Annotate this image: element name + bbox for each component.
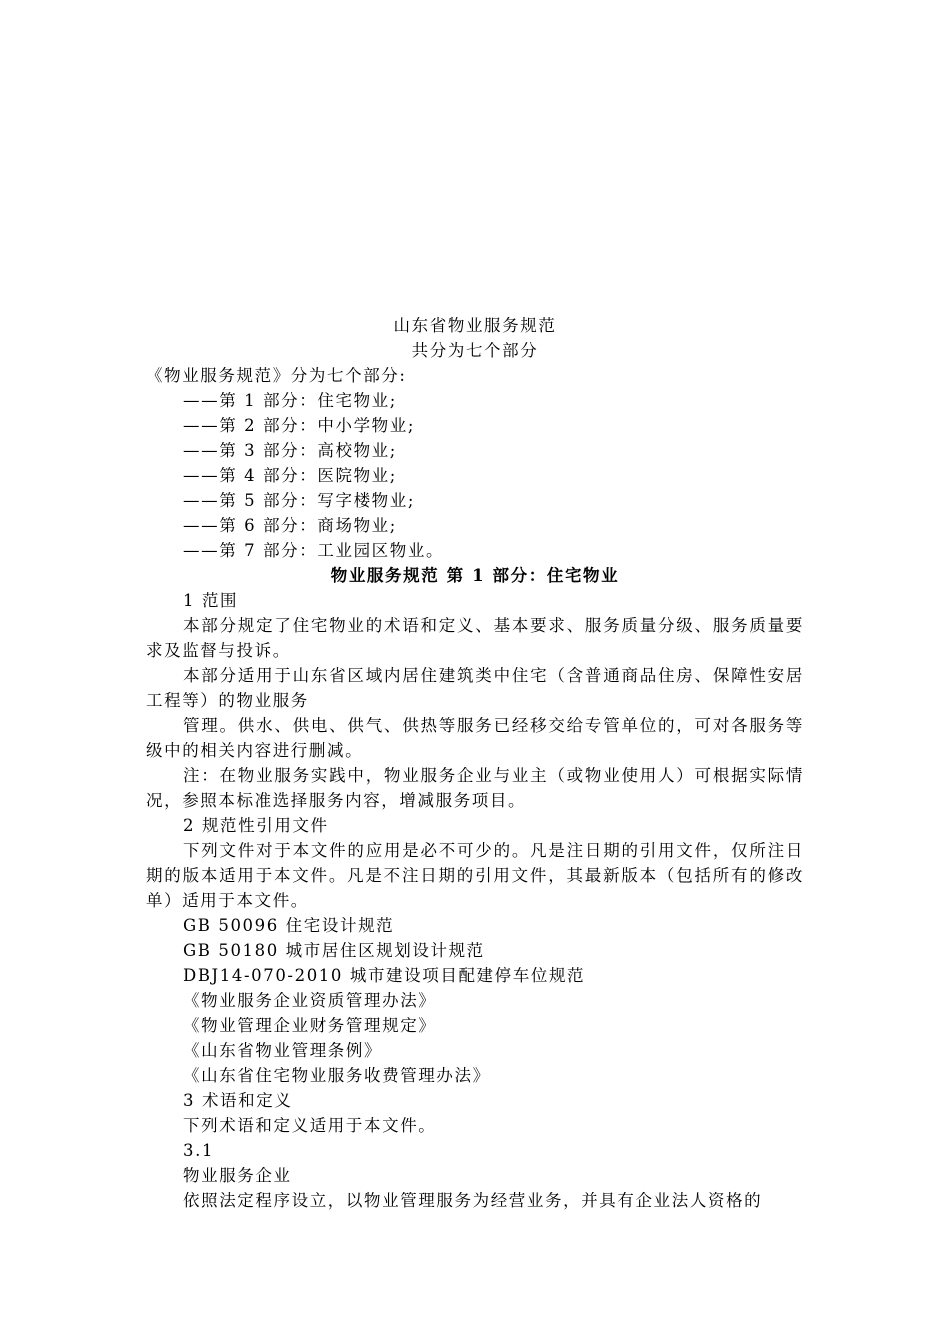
section-1-paragraph-1: 本部分规定了住宅物业的术语和定义、基本要求、服务质量分级、服务质量要求及监督与投诉。	[146, 616, 804, 660]
part-item-1: ——第 1 部分：住宅物业;	[183, 391, 397, 410]
section-3-heading: 3 术语和定义	[183, 1091, 293, 1110]
section-1-paragraph-2: 本部分适用于山东省区域内居住建筑类中住宅（含普通商品住房、保障性安居工程等）的物业服务	[146, 666, 804, 710]
reference-7: 《山东省住宅物业服务收费管理办法》	[183, 1066, 491, 1085]
part-item-2: ——第 2 部分：中小学物业;	[183, 416, 416, 435]
section-title: 物业服务规范 第 1 部分：住宅物业	[330, 566, 620, 585]
section-1-paragraph-3: 管理。供水、供电、供气、供热等服务已经移交给专管单位的，可对各服务等级中的相关内容进行删减。	[146, 716, 804, 760]
reference-2: GB 50180 城市居住区规划设计规范	[183, 941, 485, 960]
reference-6: 《山东省物业管理条例》	[183, 1041, 383, 1060]
clause-3-1-term: 物业服务企业	[183, 1166, 292, 1185]
document-subtitle: 共分为七个部分	[411, 341, 539, 360]
section-3-paragraph-1: 下列术语和定义适用于本文件。	[183, 1116, 437, 1135]
part-item-4: ——第 4 部分：医院物业;	[183, 466, 397, 485]
reference-4: 《物业服务企业资质管理办法》	[183, 991, 437, 1010]
section-1-heading: 1 范围	[183, 591, 239, 610]
clause-3-1-definition: 依照法定程序设立，以物业管理服务为经营业务，并具有企业法人资格的	[183, 1191, 763, 1210]
document-title: 山东省物业服务规范	[393, 316, 557, 335]
reference-5: 《物业管理企业财务管理规定》	[183, 1016, 437, 1035]
document-page	[146, 313, 804, 1213]
part-item-6: ——第 6 部分：商场物业;	[183, 516, 397, 535]
clause-3-1-number: 3.1	[183, 1141, 215, 1160]
part-item-3: ——第 3 部分：高校物业;	[183, 441, 397, 460]
part-item-5: ——第 5 部分：写字楼物业;	[183, 491, 416, 510]
section-2-paragraph-1: 下列文件对于本文件的应用是必不可少的。凡是注日期的引用文件，仅所注日期的版本适用于本文件。凡是不注日期的引用文件，其最新版本（包括所有的修改单）适用于本文件。	[146, 841, 804, 910]
section-2-heading: 2 规范性引用文件	[183, 816, 329, 835]
reference-3: DBJ14-070-2010 城市建设项目配建停车位规范	[183, 966, 586, 985]
reference-1: GB 50096 住宅设计规范	[183, 916, 395, 935]
section-1-note: 注：在物业服务实践中，物业服务企业与业主（或物业使用人）可根据实际情况，参照本标准选择服务内容，增减服务项目。	[146, 766, 804, 810]
part-item-7: ——第 7 部分：工业园区物业。	[183, 541, 445, 560]
parts-intro: 《物业服务规范》分为七个部分:	[146, 366, 407, 385]
